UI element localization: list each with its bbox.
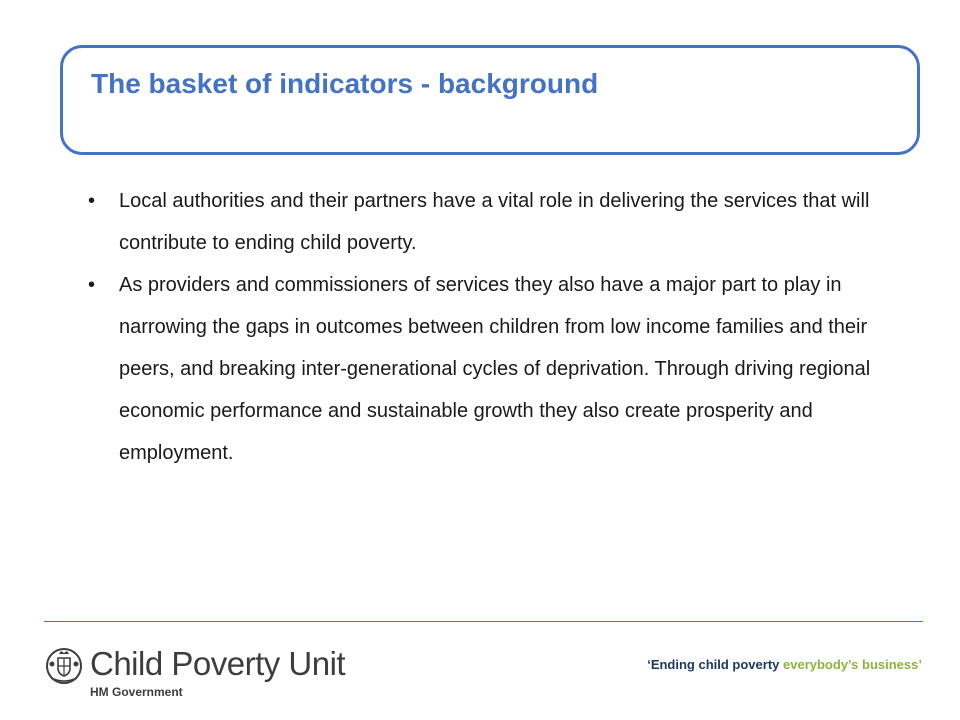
footer-divider xyxy=(44,621,923,622)
bullet-text: As providers and commissioners of services they also have a major part to play in narrowing the gaps in outcomes between children from low income families and their peers, and breaking inter-generational cycles of deprivation. Through driving regional economic performance and sustainable growth they also create prosperity and employment. xyxy=(119,274,871,464)
bullet-mark: • xyxy=(88,274,96,296)
slide-title: The basket of indicators - background xyxy=(91,68,599,99)
bullet-text: Local authorities and their partners have a vital role in delivering the services that will contribute to ending child poverty. xyxy=(119,190,870,254)
logo-name: Child Poverty Unit xyxy=(90,645,346,682)
footer-tagline xyxy=(647,657,922,672)
tagline-part-2: everybody’s business’ xyxy=(783,657,922,672)
royal-coat-of-arms-icon xyxy=(44,645,84,685)
bullet-list xyxy=(88,180,918,474)
title-box xyxy=(60,45,920,155)
logo-subtitle: HM Government xyxy=(90,685,183,699)
tagline-part-1: ‘Ending child poverty xyxy=(647,657,780,672)
bullet-item xyxy=(88,264,918,474)
bullet-item xyxy=(88,180,918,264)
child-poverty-unit-logo xyxy=(44,645,344,705)
bullet-mark: • xyxy=(88,190,96,212)
